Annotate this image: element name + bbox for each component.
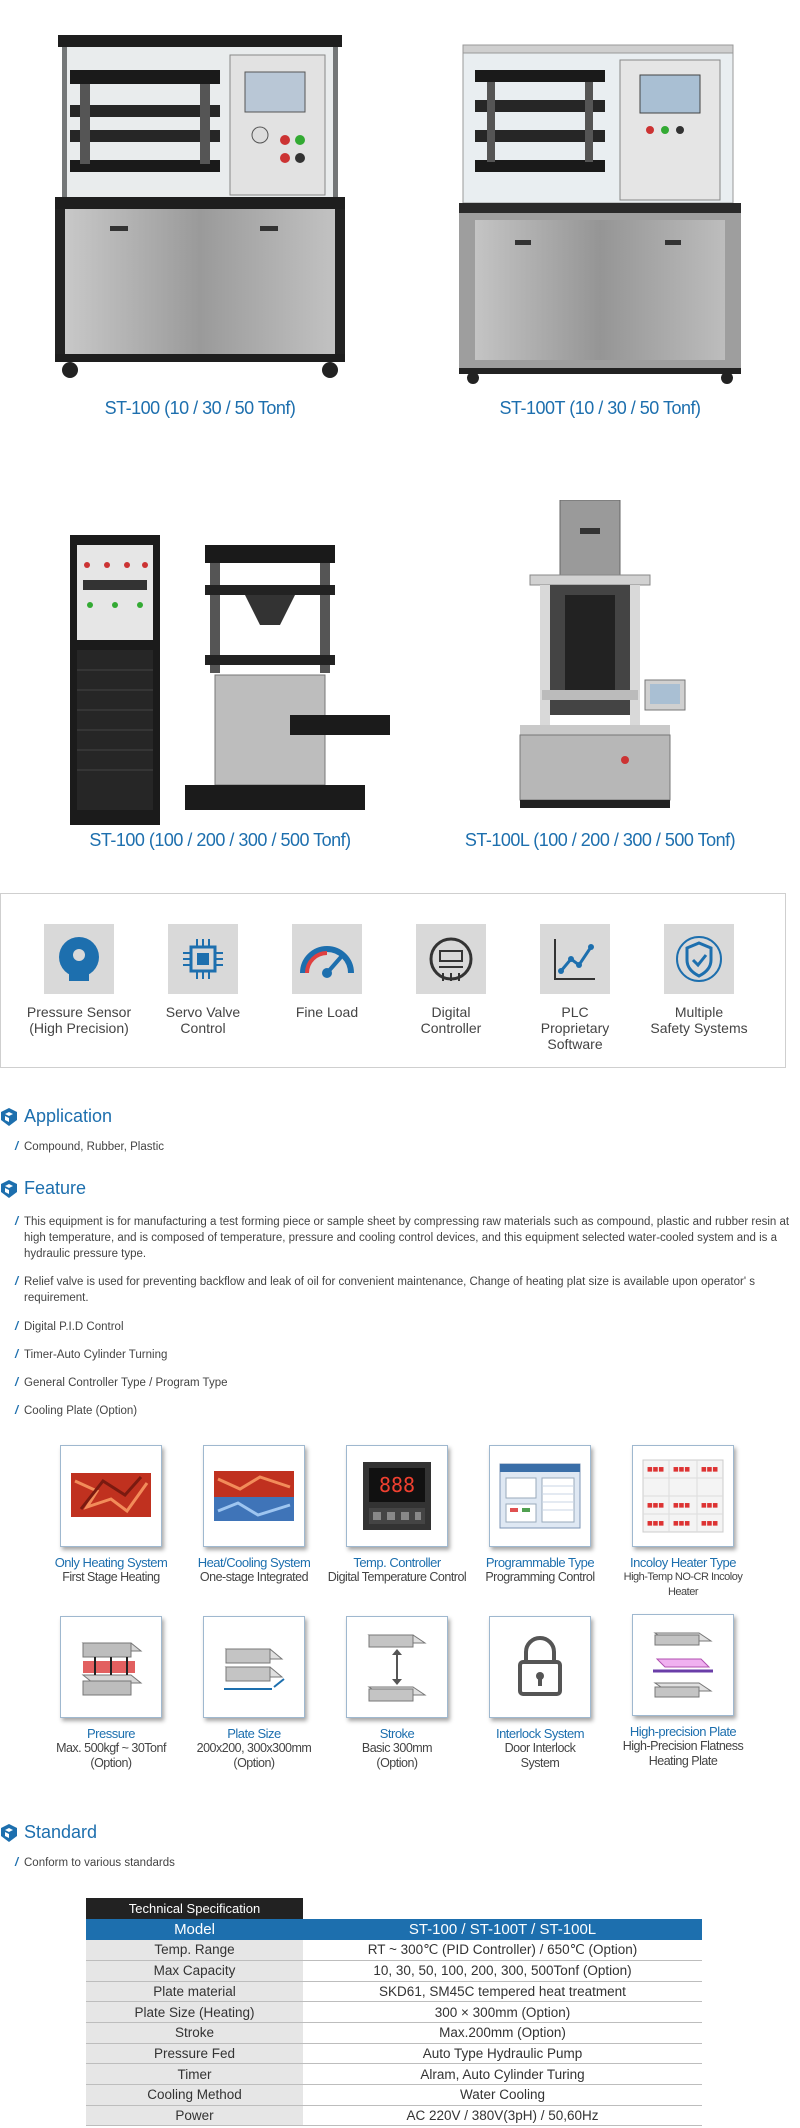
option-tile <box>327 1616 467 1771</box>
svg-text:■■■: ■■■ <box>701 1466 719 1473</box>
table-row <box>86 2002 702 2023</box>
option-tile <box>184 1445 324 1585</box>
heat-cool-plate-icon <box>203 1445 305 1547</box>
svg-text:■■■: ■■■ <box>673 1466 691 1473</box>
feature-icon-strip <box>0 893 786 1068</box>
option-tile <box>613 1445 753 1600</box>
section-title-text: Standard <box>24 1822 98 1842</box>
standard-item: / Conform to various standards <box>24 1855 794 1871</box>
application-item: / Compound, Rubber, Plastic <box>24 1139 794 1155</box>
feature-item: / Relief valve is used for preventing backflow and leak of oil for convenient maintenance, Change of heating plat size is available upon operator' s requirement. <box>24 1274 794 1306</box>
feature-item: / Timer-Auto Cylinder Turning <box>24 1347 794 1363</box>
spec-value: RT ~ 300℃ (PID Controller) / 650℃ (Option) <box>303 1940 702 1961</box>
product-photo <box>455 40 745 385</box>
table-row <box>86 2043 702 2064</box>
svg-text:■■■: ■■■ <box>701 1502 719 1509</box>
option-desc: Programming Control <box>485 1570 595 1584</box>
svg-text:■■■: ■■■ <box>647 1520 665 1527</box>
product-st100-small <box>40 30 360 430</box>
option-desc: One-stage Integrated <box>199 1570 309 1584</box>
heating-plate-icon <box>60 1445 162 1547</box>
program-screen-icon <box>489 1445 591 1547</box>
svg-text:■■■: ■■■ <box>673 1502 691 1509</box>
spec-header-row <box>86 1919 702 1940</box>
section-title-standard <box>0 1822 97 1843</box>
spec-value: Alram, Auto Cylinder Turing <box>303 2064 702 2085</box>
product-photo <box>50 30 350 380</box>
spec-value: AC 220V / 380V(3pH) / 50,60Hz <box>303 2105 702 2126</box>
product-caption: ST-100 (10 / 30 / 50 Tonf) <box>104 398 296 418</box>
option-title: High-precision Plate <box>629 1724 737 1739</box>
product-caption: ST-100L (100 / 200 / 300 / 500 Tonf) <box>464 830 736 850</box>
section-logo-icon <box>0 1107 18 1127</box>
svg-text:■■■: ■■■ <box>673 1520 691 1527</box>
spec-key: Plate material <box>86 1981 303 2002</box>
spec-value: Auto Type Hydraulic Pump <box>303 2043 702 2064</box>
option-title: Incoloy Heater Type <box>630 1555 736 1570</box>
stroke-icon <box>346 1616 448 1718</box>
option-title: Temp. Controller <box>353 1555 441 1570</box>
feature-item: / This equipment is for manufacturing a test forming piece or sample sheet by compressing raw materials such as compound, plastic and rubber resin at high temperature, and is composed of temperature, pressure and cooling control devices, and this equipment selected water-cooled system and is a hydraulic pressure type. <box>24 1214 794 1262</box>
section-title-application <box>0 1106 112 1127</box>
plate-size-icon <box>203 1616 305 1718</box>
table-row <box>86 2064 702 2085</box>
option-title: Only Heating System <box>54 1555 168 1570</box>
option-title: Interlock System <box>495 1726 585 1741</box>
option-desc: High-Precision Flatness Heating Plate <box>622 1739 744 1768</box>
product-photo <box>510 500 690 820</box>
spec-value: Max.200mm (Option) <box>303 2022 702 2043</box>
pressure-sensor-icon <box>44 924 114 994</box>
spec-key: Model <box>86 1919 303 1940</box>
spec-key: Max Capacity <box>86 1960 303 1981</box>
table-row <box>86 2105 702 2126</box>
product-st100l <box>430 500 770 875</box>
feature-item <box>265 924 389 1020</box>
section-logo-icon <box>0 1823 18 1843</box>
section-title-text: Application <box>24 1106 113 1126</box>
section-logo-icon <box>0 1179 18 1199</box>
option-title: Programmable Type <box>485 1555 595 1570</box>
option-title: Plate Size <box>227 1726 281 1741</box>
feature-item <box>637 924 761 1036</box>
svg-text:■■■: ■■■ <box>647 1502 665 1509</box>
option-tile <box>41 1616 181 1771</box>
feature-label: Servo Valve Control <box>165 1004 241 1036</box>
option-tile <box>327 1445 467 1585</box>
product-photo <box>65 525 405 835</box>
table-row <box>86 2022 702 2043</box>
option-tile <box>470 1445 610 1585</box>
spec-key: Cooling Method <box>86 2085 303 2106</box>
spec-key: Plate Size (Heating) <box>86 2002 303 2023</box>
option-title: Pressure <box>86 1726 136 1741</box>
product-caption: ST-100T (10 / 30 / 50 Tonf) <box>499 398 701 418</box>
chip-icon <box>168 924 238 994</box>
spec-value: 10, 30, 50, 100, 200, 300, 500Tonf (Option) <box>303 1960 702 1981</box>
option-desc: First Stage Heating <box>62 1570 160 1584</box>
incoloy-heater-icon <box>632 1445 734 1547</box>
svg-text:888: 888 <box>378 1473 416 1497</box>
feature-item: / Cooling Plate (Option) <box>24 1403 794 1419</box>
gauge-icon <box>292 924 362 994</box>
option-title: Stroke <box>379 1726 415 1741</box>
spec-value: Water Cooling <box>303 2085 702 2106</box>
feature-item: / General Controller Type / Program Type <box>24 1375 794 1391</box>
option-desc: Max. 500kgf ~ 30Tonf (Option) <box>56 1741 166 1770</box>
option-desc: Basic 300mm (Option) <box>361 1741 433 1770</box>
lock-icon <box>489 1616 591 1718</box>
table-row <box>86 1981 702 2002</box>
spec-value: SKD61, SM45C tempered heat treatment <box>303 1981 702 2002</box>
spec-key: Power <box>86 2105 303 2126</box>
feature-label: Multiple Safety Systems <box>650 1004 748 1036</box>
spec-key: Temp. Range <box>86 1940 303 1961</box>
feature-item <box>17 924 141 1036</box>
line-chart-icon <box>540 924 610 994</box>
shield-check-icon <box>664 924 734 994</box>
section-title-text: Feature <box>24 1178 87 1198</box>
pressure-plates-icon <box>60 1616 162 1718</box>
spec-key: Pressure Fed <box>86 2043 303 2064</box>
option-desc: 200x200, 300x300mm (Option) <box>196 1741 312 1770</box>
product-st100-large <box>40 505 400 875</box>
option-tile <box>41 1445 181 1585</box>
option-title: Heat/Cooling System <box>197 1555 311 1570</box>
digital-controller-icon <box>416 924 486 994</box>
option-desc: Digital Temperature Control <box>327 1570 467 1584</box>
spec-value: 300 × 300mm (Option) <box>303 2002 702 2023</box>
option-desc: High-Temp NO-CR Incoloy Heater <box>623 1571 743 1598</box>
feature-item <box>389 924 513 1036</box>
feature-item: / Digital P.I.D Control <box>24 1319 794 1335</box>
precision-plate-icon <box>632 1614 734 1716</box>
spec-key: Timer <box>86 2064 303 2085</box>
feature-item <box>141 924 265 1036</box>
temp-controller-icon <box>346 1445 448 1547</box>
product-caption: ST-100 (100 / 200 / 300 / 500 Tonf) <box>89 830 351 850</box>
feature-label: Fine Load <box>295 1004 359 1020</box>
svg-text:■■■: ■■■ <box>701 1520 719 1527</box>
option-desc: Door Interlock System <box>504 1741 576 1770</box>
table-row <box>86 1960 702 1981</box>
svg-text:■■■: ■■■ <box>647 1466 665 1473</box>
table-row <box>86 1940 702 1961</box>
table-row <box>86 2085 702 2106</box>
spec-table <box>86 1919 702 2126</box>
option-tile <box>613 1614 753 1769</box>
feature-label: Digital Controller <box>420 1004 482 1036</box>
feature-label: Pressure Sensor (High Precision) <box>26 1004 132 1036</box>
spec-value: ST-100 / ST-100T / ST-100L <box>303 1919 702 1940</box>
feature-item <box>513 924 637 1052</box>
option-tile <box>184 1616 324 1771</box>
section-title-feature <box>0 1178 86 1199</box>
option-tile <box>470 1616 610 1771</box>
feature-label: PLC Proprietary Software <box>540 1004 610 1052</box>
spec-key: Stroke <box>86 2022 303 2043</box>
spec-caption: Technical Specification <box>86 1898 303 1919</box>
product-st100t <box>440 30 760 430</box>
